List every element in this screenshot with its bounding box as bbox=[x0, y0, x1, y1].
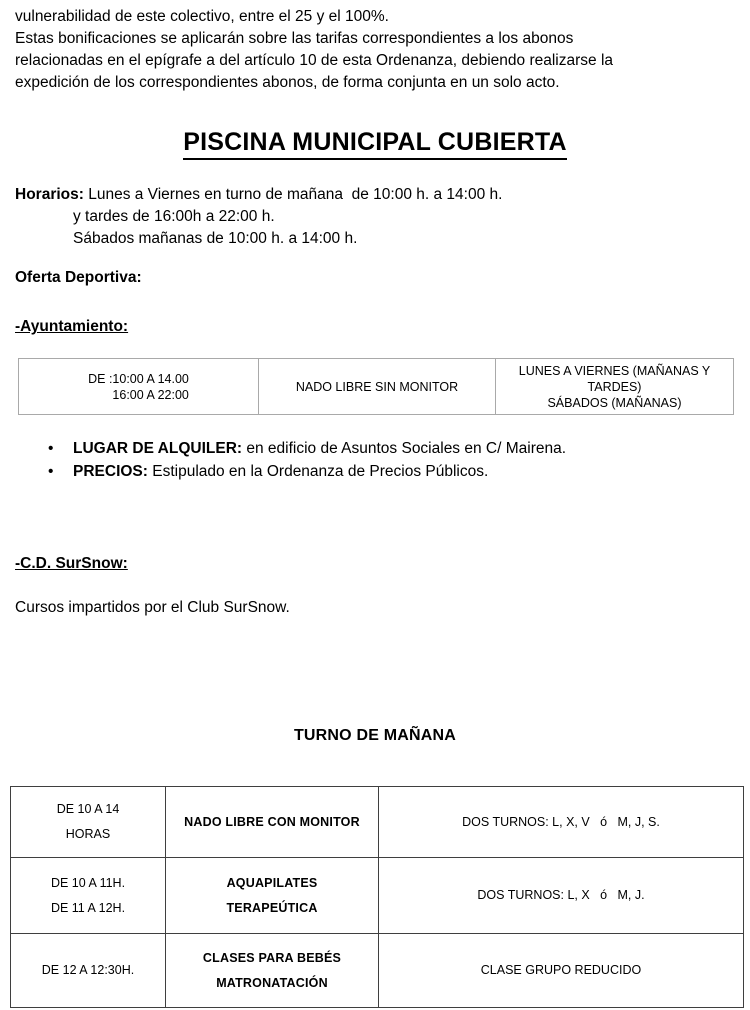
time-line-1: DE 12 A 12:30H. bbox=[41, 963, 135, 977]
page-title: PISCINA MUNICIPAL CUBIERTA bbox=[183, 128, 566, 160]
activity-line-1: NADO LIBRE CON MONITOR bbox=[184, 814, 360, 829]
activity-cell bbox=[166, 858, 379, 934]
days-text: DOS TURNOS: L, X, V ó M, J, S. bbox=[462, 814, 660, 829]
table-row bbox=[19, 359, 734, 415]
schedule-time-cell bbox=[19, 359, 259, 415]
days-line-2: TARDES) bbox=[587, 379, 642, 394]
turno-manana-table bbox=[10, 786, 744, 1008]
bullet-icon: • bbox=[48, 463, 54, 480]
bullet-label: PRECIOS: bbox=[73, 463, 148, 480]
days-cell bbox=[496, 359, 734, 415]
ayuntamiento-schedule-table bbox=[18, 358, 734, 415]
activity-line-2: TERAPEÚTICA bbox=[226, 900, 318, 915]
activity-line-2: MATRONATACIÓN bbox=[216, 975, 328, 990]
horarios-label: Horarios: bbox=[15, 186, 84, 203]
time-line-2: HORAS bbox=[65, 827, 111, 841]
bullet-label: LUGAR DE ALQUILER: bbox=[73, 440, 243, 457]
bullet-icon: • bbox=[48, 440, 54, 457]
schedule-time-line-2: 16:00 A 22:00 bbox=[112, 387, 189, 402]
intro-line-3: relacionadas en el epígrafe a del artículo 10 de esta Ordenanza, debiendo realizarse la bbox=[15, 52, 614, 69]
bullet-rest: en edificio de Asuntos Sociales en C/ Mairena. bbox=[242, 440, 567, 457]
turno-heading-container bbox=[0, 727, 750, 745]
horarios-block bbox=[15, 184, 502, 250]
horarios-line-1-text: Lunes a Viernes en turno de mañana de 10:00 h. a 14:00 h. bbox=[83, 186, 503, 203]
activity-text: NADO LIBRE SIN MONITOR bbox=[295, 379, 459, 394]
oferta-deportiva-heading: Oferta Deportiva: bbox=[15, 269, 142, 286]
time-cell bbox=[11, 934, 166, 1008]
days-line-1: LUNES A VIERNES (MAÑANAS Y bbox=[518, 363, 711, 378]
activity-cell bbox=[166, 934, 379, 1008]
days-cell bbox=[379, 787, 744, 858]
time-cell bbox=[11, 858, 166, 934]
time-line-1: DE 10 A 14 bbox=[56, 802, 120, 816]
turno-heading: TURNO DE MAÑANA bbox=[293, 727, 457, 744]
activity-cell bbox=[166, 787, 379, 858]
table-row bbox=[11, 787, 744, 858]
bullet-list bbox=[48, 437, 566, 483]
intro-paragraph bbox=[15, 6, 738, 94]
horarios-line-2: y tardes de 16:00h a 22:00 h. bbox=[73, 208, 275, 225]
schedule-time-line-1: DE :10:00 A 14.00 bbox=[88, 371, 189, 386]
list-item bbox=[48, 437, 566, 460]
sursnow-paragraph: Cursos impartidos por el Club SurSnow. bbox=[15, 599, 290, 616]
sursnow-heading: -C.D. SurSnow: bbox=[15, 555, 128, 572]
horarios-line-3: Sábados mañanas de 10:00 h. a 14:00 h. bbox=[73, 230, 358, 247]
days-line-3: SÁBADOS (MAÑANAS) bbox=[547, 395, 682, 410]
activity-line-1: CLASES PARA BEBÉS bbox=[202, 950, 342, 965]
list-item bbox=[48, 460, 566, 483]
table-row bbox=[11, 858, 744, 934]
days-cell bbox=[379, 858, 744, 934]
days-text: DOS TURNOS: L, X ó M, J. bbox=[477, 888, 645, 902]
days-cell bbox=[379, 934, 744, 1008]
bullet-text bbox=[73, 460, 488, 483]
page-title-container bbox=[0, 128, 750, 160]
bullet-text bbox=[73, 437, 566, 460]
table-row bbox=[11, 934, 744, 1008]
time-cell bbox=[11, 787, 166, 858]
schedule-time-block bbox=[88, 371, 189, 403]
activity-cell bbox=[259, 359, 496, 415]
intro-line-4: expedición de los correspondientes abonos, de forma conjunta en un solo acto. bbox=[15, 74, 560, 91]
activity-line-1: AQUAPILATES bbox=[226, 875, 318, 890]
horarios-line-1 bbox=[15, 184, 502, 206]
bullet-rest: Estipulado en la Ordenanza de Precios Públicos. bbox=[147, 463, 489, 480]
intro-line-2: Estas bonificaciones se aplicarán sobre las tarifas correspondientes a los abonos bbox=[15, 30, 574, 47]
intro-line-1: vulnerabilidad de este colectivo, entre el 25 y el 100%. bbox=[15, 8, 389, 25]
days-text: CLASE GRUPO REDUCIDO bbox=[480, 963, 642, 977]
time-line-1: DE 10 A 11H. bbox=[50, 875, 126, 890]
time-line-2: DE 11 A 12H. bbox=[50, 900, 126, 915]
ayuntamiento-heading: -Ayuntamiento: bbox=[15, 318, 129, 335]
